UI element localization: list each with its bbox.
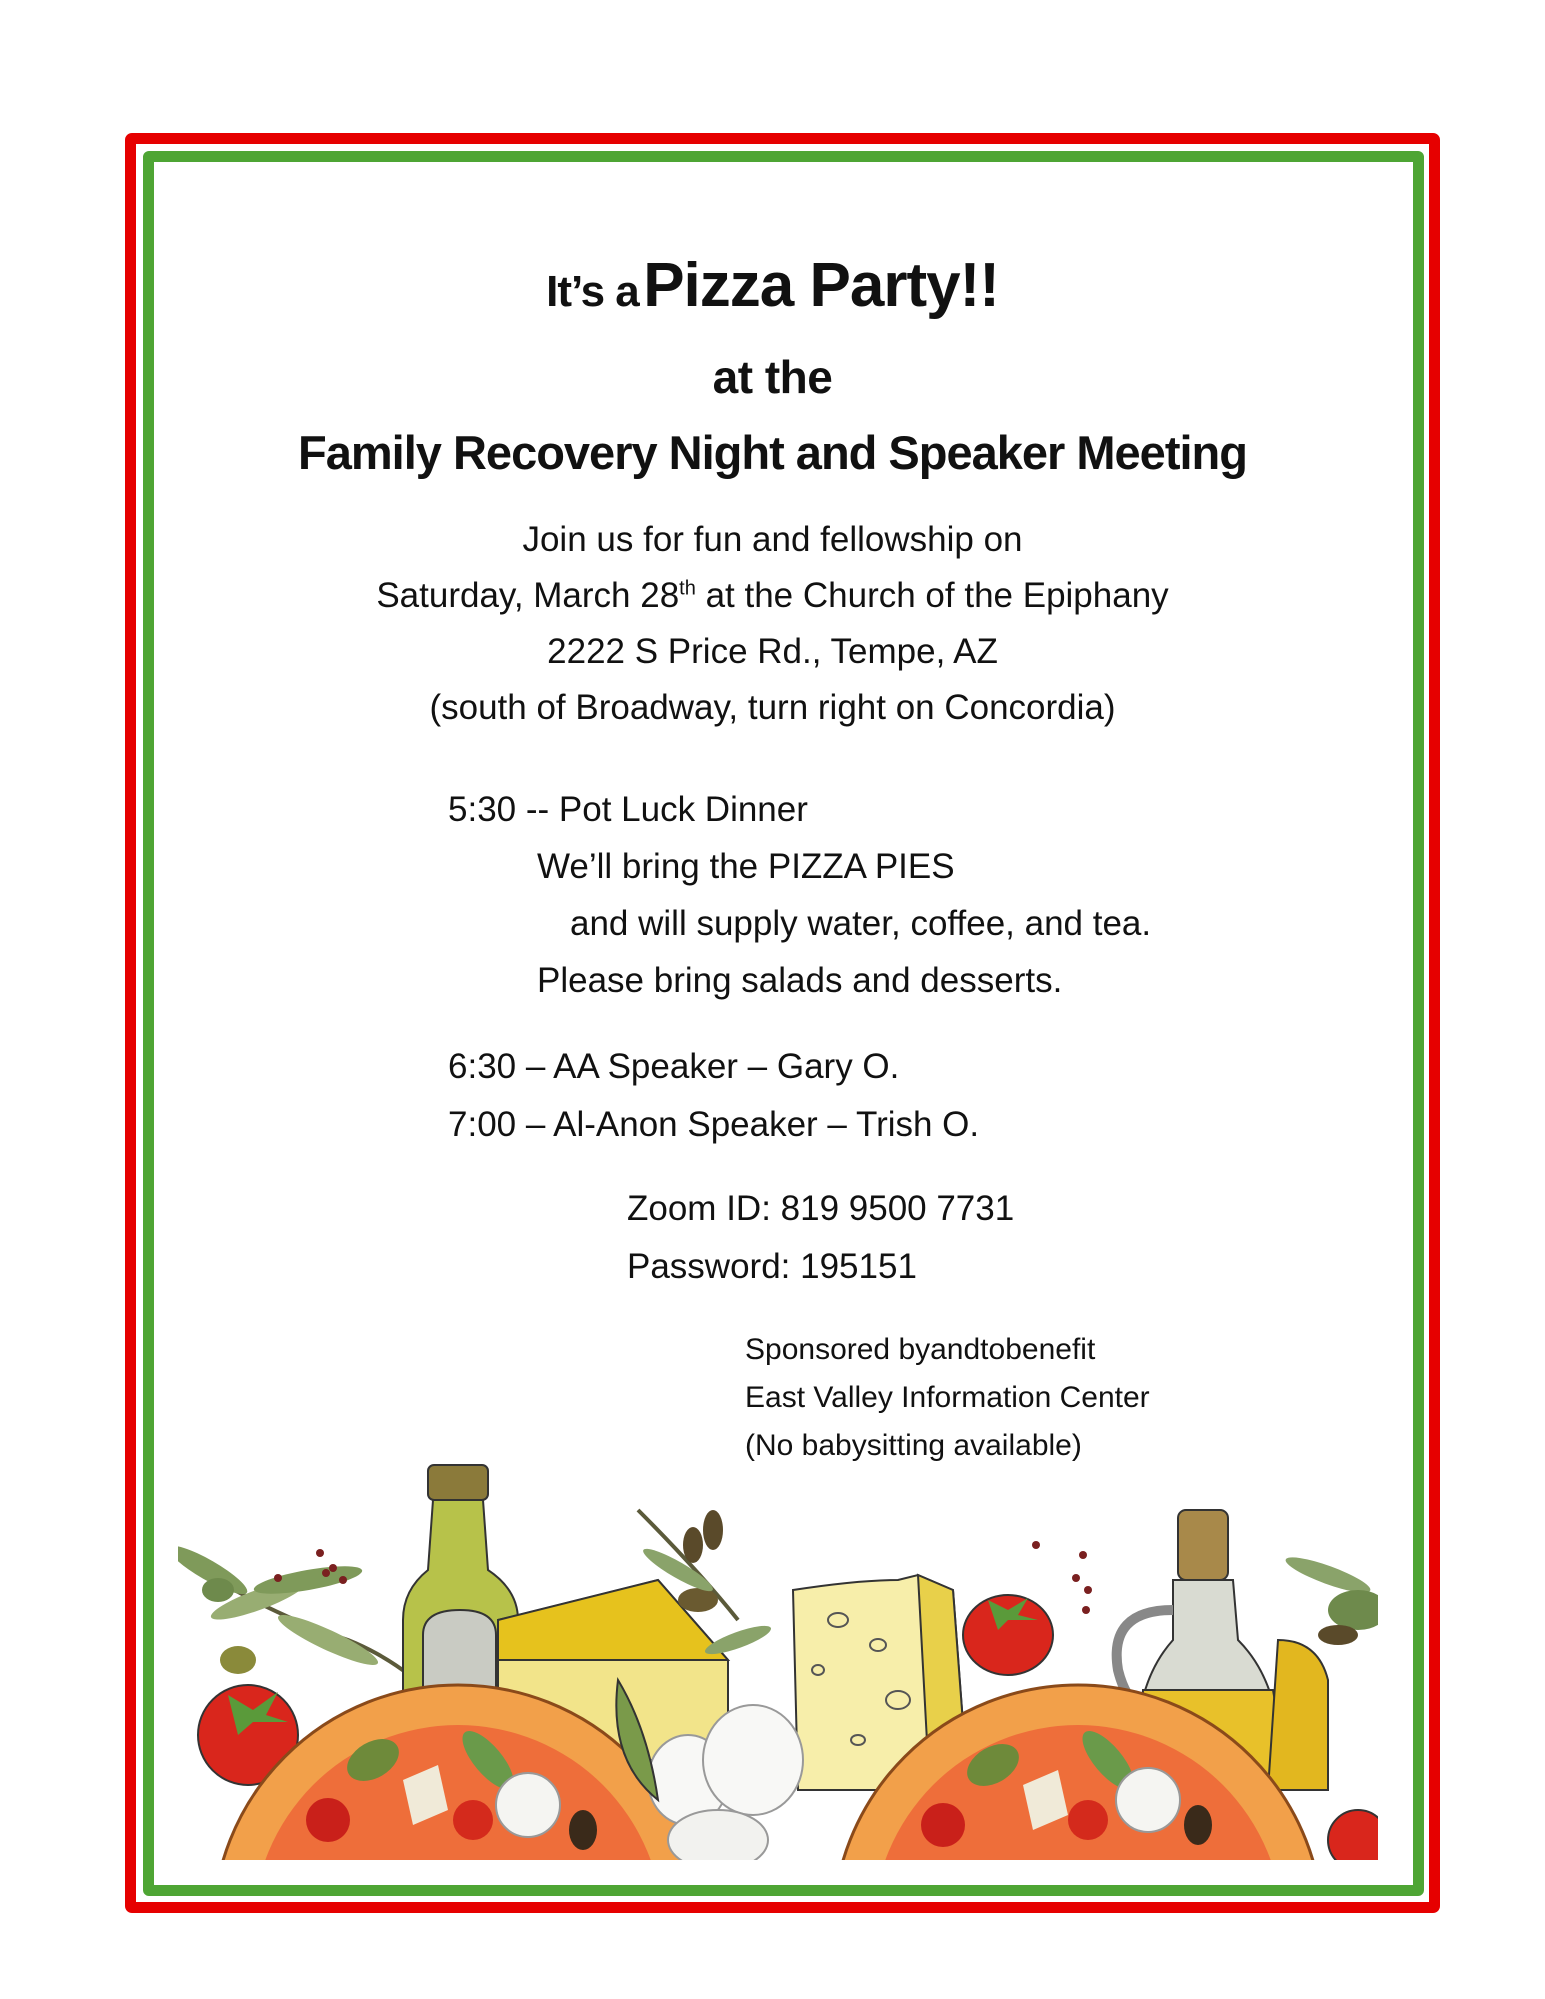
- venue-text: at the Church of the Epiphany: [695, 576, 1169, 615]
- date-text: Saturday, March 28: [376, 576, 680, 615]
- zoom-password: Password: 195151: [627, 1247, 917, 1286]
- headline-main: Pizza Party!!: [643, 251, 999, 320]
- directions-line: (south of Broadway, turn right on Concordia): [429, 688, 1116, 727]
- address-line: 2222 S Price Rd., Tempe, AZ: [547, 632, 998, 671]
- tomato-icon: [963, 1595, 1053, 1675]
- headline-connector: at the: [712, 351, 833, 403]
- schedule-dinner: 5:30 -- Pot Luck Dinner: [448, 790, 808, 829]
- tomato-icon: [1328, 1810, 1378, 1860]
- schedule-dinner-note: and will supply water, coffee, and tea.: [570, 904, 1152, 943]
- olive-branch-icon: [178, 1539, 438, 1700]
- zoom-id: Zoom ID: 819 9500 7731: [627, 1189, 1015, 1228]
- sponsor-org: East Valley Information Center: [745, 1381, 1150, 1414]
- event-title: Family Recovery Night and Speaker Meeting: [298, 426, 1247, 479]
- olive-branch-icon: [1283, 1551, 1378, 1645]
- schedule-dinner-note: Please bring salads and desserts.: [537, 961, 1063, 1000]
- babysitting-note: (No babysitting available): [745, 1429, 1082, 1462]
- schedule-dinner-note: We’ll bring the PIZZA PIES: [537, 847, 955, 886]
- headline: [0, 250, 1545, 321]
- date-venue-line: [0, 576, 1545, 616]
- italian-food-illustration: [178, 1460, 1378, 1860]
- headline-prefix: It’s a: [546, 267, 639, 316]
- schedule-alanon-speaker: 7:00 – Al-Anon Speaker – Trish O.: [448, 1105, 980, 1144]
- schedule-aa-speaker: 6:30 – AA Speaker – Gary O.: [448, 1047, 900, 1086]
- date-suffix: th: [679, 577, 696, 600]
- intro-line: Join us for fun and fellowship on: [522, 520, 1023, 559]
- sponsor-line: Sponsored byandtobenefit: [745, 1333, 1096, 1366]
